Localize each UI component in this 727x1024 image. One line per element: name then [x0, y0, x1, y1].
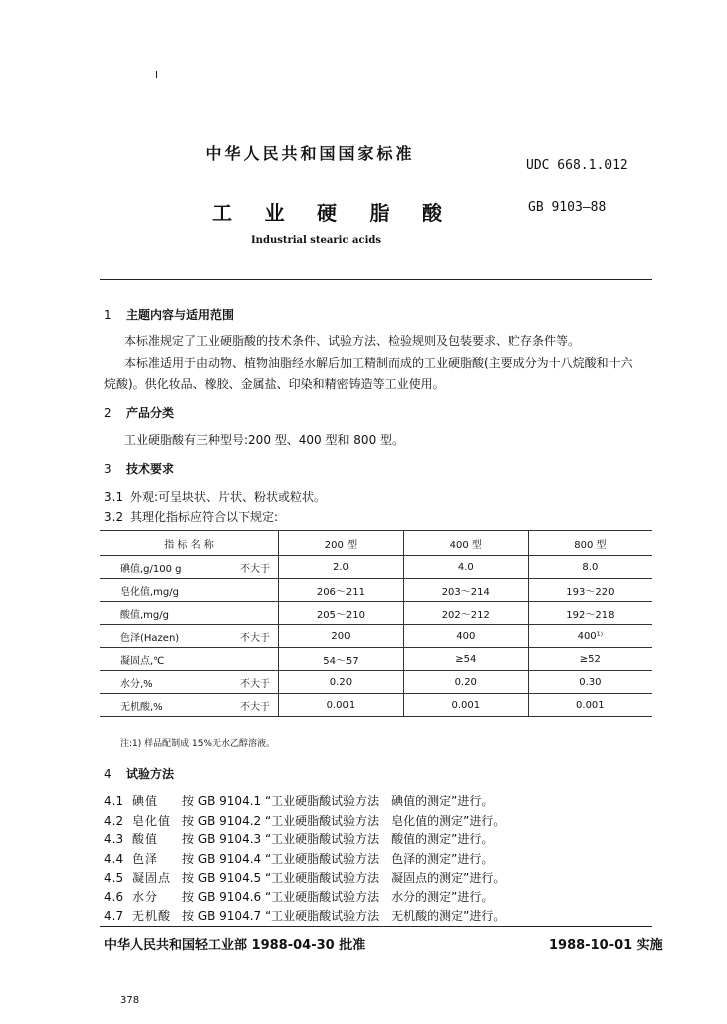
- title-char: 业: [264, 201, 285, 225]
- value-cell: 0.001: [279, 694, 404, 717]
- index-name-cell: 皂化值,mg/g: [100, 579, 279, 602]
- index-name-cell: 凝固点,℃: [100, 648, 279, 671]
- value-cell: 0.001: [528, 694, 652, 717]
- value-cell: 54～57: [279, 648, 404, 671]
- section-3-item-1: 3.1 外观:可呈块状、片状、粉状或粒状。: [104, 490, 327, 504]
- section-2-heading: 2 产品分类: [104, 406, 175, 420]
- english-title: Industrial stearic acids: [251, 235, 382, 246]
- table-row: [100, 694, 652, 717]
- value-cell: 2.0: [279, 556, 404, 579]
- margin-mark: I: [155, 70, 158, 81]
- value-cell: 4.0: [403, 556, 528, 579]
- title-char: 硬: [317, 201, 337, 225]
- value-cell: 8.0: [528, 556, 652, 579]
- method-item: 4.3 酸值 按 GB 9104.3 “工业硬脂酸试验方法 酸值的测定”进行。: [104, 832, 494, 846]
- title-char: 酸: [422, 201, 442, 225]
- index-name-cell: 水分,% 不大于: [100, 671, 279, 694]
- value-cell: 202～212: [403, 602, 528, 625]
- section-1-para-2-line-1: 本标准适用于由动物、植物油脂经水解后加工精制而成的工业硬脂酸(主要成分为十八烷酸和十六: [124, 356, 633, 370]
- title-char: 工: [212, 201, 232, 225]
- method-item: 4.4 色泽 按 GB 9104.4 “工业硬脂酸试验方法 色泽的测定”进行。: [104, 852, 494, 866]
- index-name-cell: 酸值,mg/g: [100, 602, 279, 625]
- section-1-heading: 1 主题内容与适用范围: [104, 308, 235, 322]
- spec-table: [100, 530, 652, 717]
- page-number: 378: [120, 995, 140, 1006]
- method-item: 4.7 无机酸 按 GB 9104.7 “工业硬脂酸试验方法 无机酸的测定”进行。: [104, 909, 506, 923]
- column-header: 指 标 名 称: [100, 531, 279, 556]
- value-cell: ≥52: [528, 648, 652, 671]
- table-header-row: [100, 531, 652, 556]
- value-cell: 200: [279, 625, 404, 648]
- table-row: [100, 602, 652, 625]
- title-char: 脂: [369, 201, 390, 225]
- value-cell: 0.20: [279, 671, 404, 694]
- value-cell: 193～220: [528, 579, 652, 602]
- value-cell: 205～210: [279, 602, 404, 625]
- table-row: [100, 556, 652, 579]
- method-item: 4.5 凝固点 按 GB 9104.5 “工业硬脂酸试验方法 凝固点的测定”进行。: [104, 871, 506, 885]
- index-name-cell: 无机酸,% 不大于: [100, 694, 279, 717]
- table-row: [100, 648, 652, 671]
- value-cell: 0.20: [403, 671, 528, 694]
- table-row: [100, 579, 652, 602]
- value-cell: ≥54: [403, 648, 528, 671]
- method-item: 4.1 碘值 按 GB 9104.1 “工业硬脂酸试验方法 碘值的测定”进行。: [104, 794, 494, 808]
- value-cell: 206～211: [279, 579, 404, 602]
- udc-code: UDC 668.1.012: [526, 158, 628, 173]
- gb-standard-code: GB 9103—88: [528, 200, 607, 215]
- value-cell: 400¹⁾: [528, 625, 652, 648]
- table-row: [100, 625, 652, 648]
- section-4-heading: 4 试验方法: [104, 767, 175, 781]
- section-2-para: 工业硬脂酸有三种型号:200 型、400 型和 800 型。: [124, 433, 405, 447]
- column-header: 200 型: [279, 531, 404, 556]
- value-cell: 192～218: [528, 602, 652, 625]
- column-header: 800 型: [528, 531, 652, 556]
- section-1-para-2-line-2: 烷酸)。供化妆品、橡胶、金属盐、印染和精密铸造等工业使用。: [104, 377, 445, 391]
- column-header: 400 型: [403, 531, 528, 556]
- index-name-cell: 碘值,g/100 g 不大于: [100, 556, 279, 579]
- value-cell: 0.30: [528, 671, 652, 694]
- section-3-heading: 3 技术要求: [104, 462, 175, 476]
- section-1-para-1: 本标准规定了工业硬脂酸的技术条件、试验方法、检验规则及包装要求、贮存条件等。: [124, 334, 581, 348]
- header-rule: [100, 279, 652, 280]
- approval-line: 中华人民共和国轻工业部 1988-04-30 批准: [104, 938, 366, 953]
- index-name-cell: 色泽(Hazen) 不大于: [100, 625, 279, 648]
- section-3-item-2: 3.2 其理化指标应符合以下规定:: [104, 510, 279, 524]
- standard-title: 中华人民共和国国家标准: [205, 144, 415, 163]
- footer-rule: [100, 926, 652, 927]
- table-note: 注:1) 样品配制成 15%无水乙醇溶液。: [120, 739, 275, 749]
- value-cell: 0.001: [403, 694, 528, 717]
- method-item: 4.6 水分 按 GB 9104.6 “工业硬脂酸试验方法 水分的测定”进行。: [104, 890, 494, 904]
- value-cell: 400: [403, 625, 528, 648]
- value-cell: 203～214: [403, 579, 528, 602]
- effective-date: 1988-10-01 实施: [549, 938, 663, 953]
- document-title: [212, 197, 442, 226]
- table-row: [100, 671, 652, 694]
- method-item: 4.2 皂化值 按 GB 9104.2 “工业硬脂酸试验方法 皂化值的测定”进行。: [104, 814, 506, 828]
